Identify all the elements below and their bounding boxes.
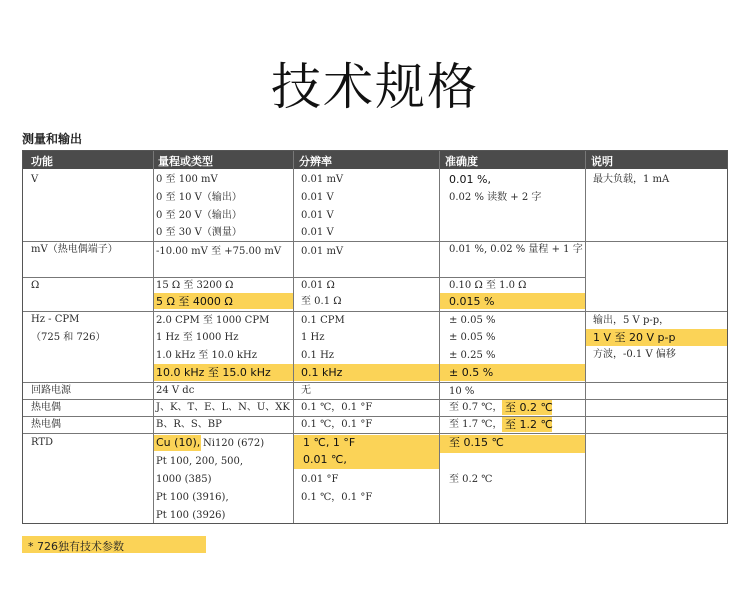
resolution-cell: 0.1 ℃，0.1 °F [301,402,373,413]
function-hz-models: （725 和 726） [31,332,106,343]
resolution-cell: 1 ℃, 1 °F [303,436,356,449]
resolution-cell: 0.01 mV [301,246,344,257]
resolution-cell: 0.01 Ω [301,280,335,291]
row-divider [23,399,727,400]
range-cell: Ni120 (672) [203,438,265,449]
section-heading: 测量和输出 [22,132,83,146]
row-divider [23,311,727,312]
range-cell: J、K、T、E、L、N、U、XK [156,402,290,413]
range-cell: -10.00 mV 至 +75.00 mV [156,246,282,257]
header-range: 量程或类型 [158,155,213,168]
resolution-cell: 1 Hz [301,332,325,343]
row-divider [23,382,727,383]
range-cell: 1 Hz 至 1000 Hz [156,332,239,343]
resolution-cell: 0.01 V [301,210,334,221]
range-cell: 0 至 20 V（输出） [156,210,242,221]
range-cell: B、R、S、BP [156,419,222,430]
accuracy-cell: 至 0.15 ℃ [449,436,504,449]
resolution-cell: 0.01 °F [301,474,339,485]
range-cell: 0 至 10 V（输出） [156,192,242,203]
notes-cell: 输出，5 V p-p， [593,315,670,326]
table-header [23,151,727,169]
header-resolution: 分辨率 [299,155,332,168]
range-cell: Cu (10), [156,436,201,449]
resolution-cell: 0.01 V [301,227,334,238]
column-divider [439,151,440,523]
function-v: V [31,174,39,185]
accuracy-cell: ± 0.25 % [449,350,496,361]
notes-cell: 1 V 至 20 V p-p [593,331,676,344]
row-divider [23,416,727,417]
column-divider [153,151,154,523]
accuracy-cell: 0.015 % [449,295,495,308]
resolution-cell: 0.1 ℃，0.1 °F [301,419,373,430]
resolution-cell: 0.01 ℃, [303,453,347,466]
resolution-cell: 0.1 kHz [301,366,343,379]
accuracy-cell: 0.02 % 读数 + 2 字 [449,192,542,203]
resolution-cell: 0.1 CPM [301,315,345,326]
resolution-cell: 0.1 Hz [301,350,335,361]
range-cell: Pt 100 (3926) [156,510,226,521]
range-cell: 1.0 kHz 至 10.0 kHz [156,350,257,361]
accuracy-cell: 0.10 Ω 至 1.0 Ω [449,280,527,291]
accuracy-cell: 0.01 %, [449,173,491,186]
range-cell: 15 Ω 至 3200 Ω [156,280,234,291]
column-divider [585,151,586,523]
range-cell: 10.0 kHz 至 15.0 kHz [156,366,271,379]
accuracy-cell: ± 0.5 % [449,366,494,379]
accuracy-cell: 至 1.7 ℃， [449,419,503,430]
range-cell: Pt 100 (3916), [156,492,229,503]
notes-cell: 最大负载，1 mA [593,174,670,185]
accuracy-cell: ± 0.05 % [449,315,496,326]
range-cell: Pt 100, 200, 500, [156,456,244,467]
range-cell: 24 V dc [156,385,195,396]
accuracy-cell: 至 1.2 ℃ [505,418,553,431]
accuracy-cell: 0.01 %, 0.02 % 量程 + 1 字 [449,244,583,255]
accuracy-cell: 至 0.2 ℃ [505,401,553,414]
function-mv: mV（热电偶端子） [31,244,118,255]
resolution-cell: 0.1 ℃，0.1 °F [301,492,373,503]
range-cell: 0 至 100 mV [156,174,218,185]
header-accuracy: 准确度 [445,155,478,168]
range-cell: 2.0 CPM 至 1000 CPM [156,315,270,326]
function-thermocouple: 热电偶 [31,402,61,413]
function-loop-power: 回路电源 [31,385,71,396]
accuracy-cell: ± 0.05 % [449,332,496,343]
range-cell: 5 Ω 至 4000 Ω [156,295,233,308]
resolution-cell: 0.01 mV [301,174,344,185]
row-divider [23,433,727,434]
function-ohm: Ω [31,280,40,291]
accuracy-cell: 至 0.2 ℃ [449,474,493,485]
accuracy-cell: 至 0.7 ℃， [449,402,503,413]
column-divider [293,151,294,523]
range-cell: 0 至 30 V（测量） [156,227,242,238]
row-divider [23,277,585,278]
header-notes: 说明 [591,155,613,168]
header-function: 功能 [31,155,53,168]
function-rtd: RTD [31,437,54,448]
resolution-cell: 至 0.1 Ω [301,296,342,307]
row-divider [23,241,727,242]
spec-table [22,150,728,524]
resolution-cell: 0.01 V [301,192,334,203]
function-hz: Hz - CPM [31,314,80,325]
function-thermocouple: 热电偶 [31,419,61,430]
page-title: 技术规格 [271,58,479,116]
accuracy-cell: 10 % [449,386,475,397]
footnote: * 726独有技术参数 [28,540,124,553]
resolution-cell: 无 [301,385,311,396]
notes-cell: 方波，-0.1 V 偏移 [593,349,676,360]
range-cell: 1000 (385) [156,474,212,485]
